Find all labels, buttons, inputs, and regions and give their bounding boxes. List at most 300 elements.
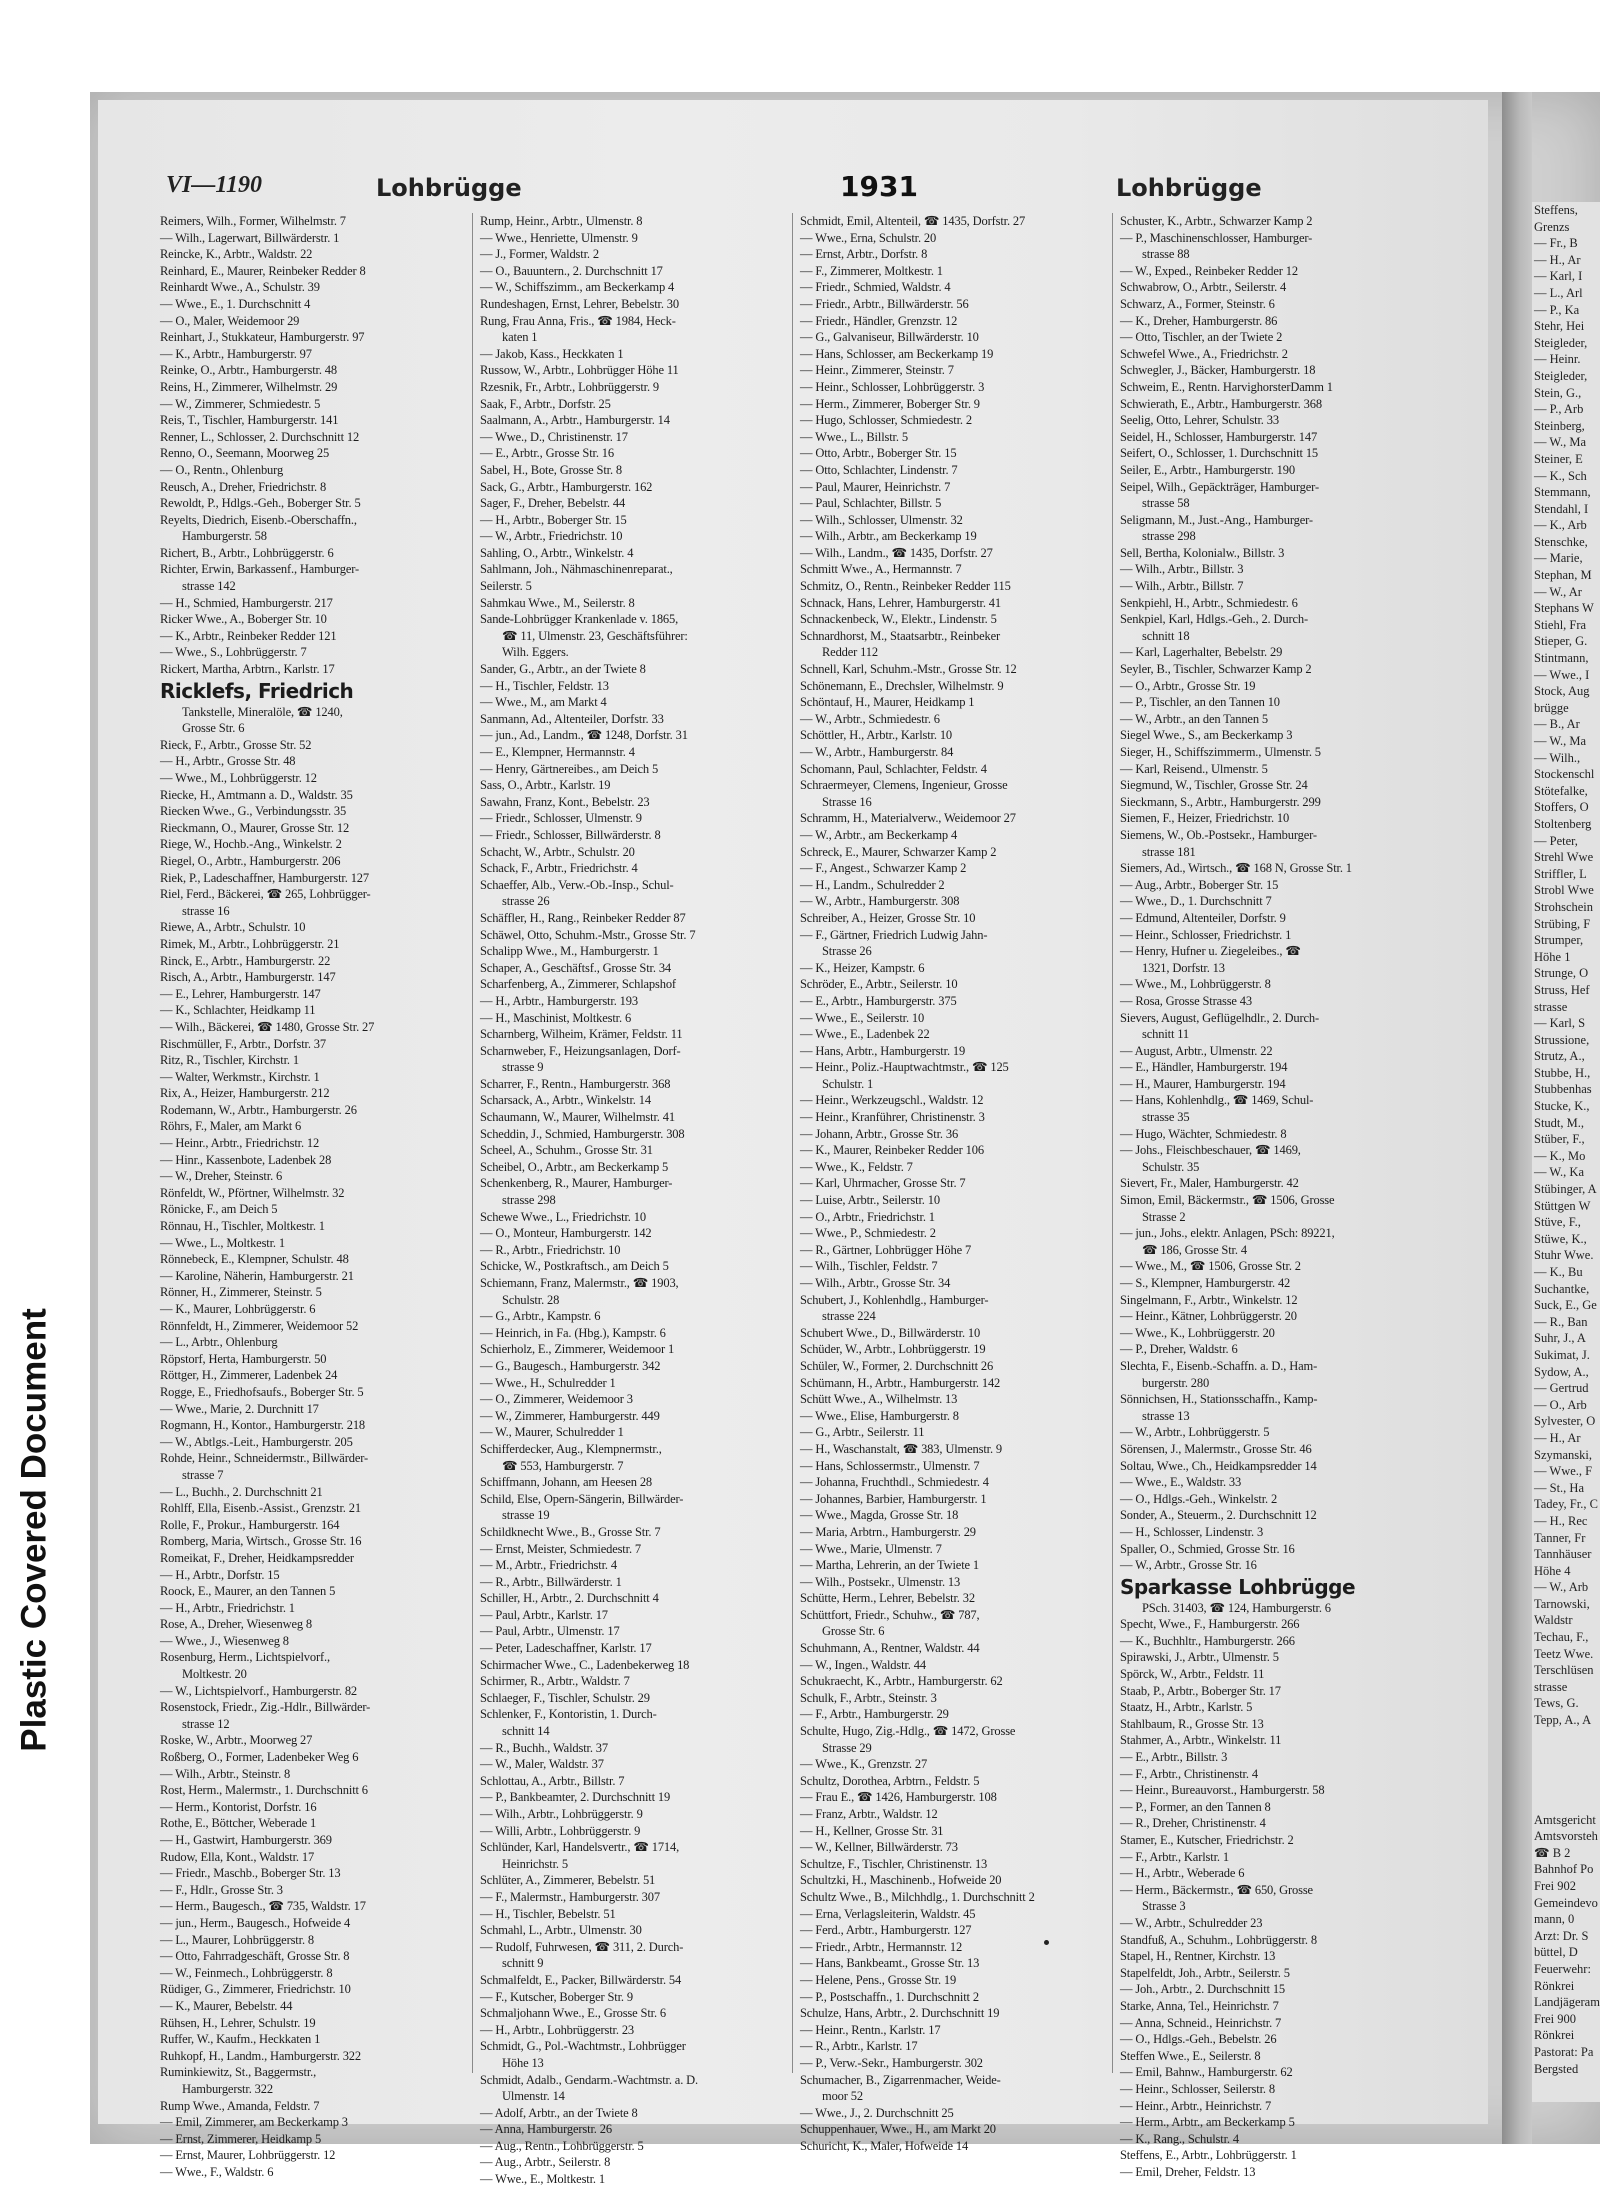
header-place-left: Lohbrügge (376, 174, 522, 202)
directory-entry: strasse 16 (182, 903, 230, 918)
directory-entry: PSch. 31403, ☎ 124, Hamburgerstr. 6 (1142, 1600, 1331, 1615)
directory-entry: — Otto, Schlachter, Lindenstr. 7 (800, 462, 958, 477)
directory-entry: Sander, G., Arbtr., an der Twiete 8 (480, 662, 646, 677)
directory-entry: Riegel, O., Arbtr., Hamburgerstr. 206 (160, 853, 341, 868)
facing-page-line: Strutz, A., (1534, 1049, 1585, 1064)
facing-page-line: — Fr., B (1534, 236, 1578, 251)
directory-entry: — F., Hdlr., Grosse Str. 3 (160, 1882, 283, 1897)
directory-entry: Schmidt, Adalb., Gendarm.-Wachtmstr. a. D. (480, 2072, 698, 2087)
directory-entry: — K., Maurer, Reinbeker Redder 106 (800, 1143, 984, 1158)
directory-entry: Schiffmann, Johann, am Heesen 28 (480, 1475, 653, 1490)
directory-entry: Seyler, B., Tischler, Schwarzer Kamp 2 (1120, 662, 1312, 677)
facing-page-line: — St., Ha (1534, 1480, 1584, 1495)
directory-entry: Schüttfort, Friedr., Schuhw., ☎ 787, (800, 1607, 980, 1622)
directory-entry: Schirmer, R., Arbtr., Waldstr. 7 (480, 1674, 630, 1689)
directory-entry: — W., Zimmerer, Hamburgerstr. 449 (480, 1408, 660, 1423)
directory-entry: — Wwe., K., Lohbrüggerstr. 20 (1120, 1325, 1275, 1340)
directory-entry: — Karl, Uhrmacher, Grosse Str. 7 (800, 1176, 966, 1191)
facing-page-line (1532, 1729, 1600, 1746)
directory-entry: — Wwe., M., Lohbrüggerstr. 8 (1120, 977, 1271, 992)
directory-entry: — Heinr., Schlosser, Seilerstr. 8 (1120, 2081, 1275, 2096)
directory-entry: Schuppenhauer, Wwe., H., am Markt 20 (800, 2122, 996, 2137)
directory-entry: Schulze, Hans, Arbtr., 2. Durchschnitt 19 (800, 2006, 1000, 2021)
directory-entry: — Wwe., K., Grenzstr. 27 (800, 1757, 928, 1772)
facing-page-line: ☎ B 2 (1534, 1845, 1571, 1860)
directory-entry: Staatz, H., Arbtr., Karlstr. 5 (1120, 1700, 1253, 1715)
directory-entry: — H., Gastwirt, Hamburgerstr. 369 (160, 1833, 332, 1847)
directory-entry: — Franz, Arbtr., Waldstr. 12 (800, 1807, 938, 1821)
directory-entry: — Wwe., H., Schulredder 1 (480, 1375, 616, 1390)
directory-entry: — Heinrich, in Fa. (Hbg.), Kampstr. 6 (480, 1325, 666, 1340)
directory-entry: Rump, Heinr., Arbtr., Ulmenstr. 8 (480, 214, 643, 228)
directory-entry: katen 1 (502, 330, 538, 345)
directory-entry: — Ernst, Arbtr., Dorfstr. 8 (800, 247, 928, 262)
facing-page-line: Tanner, Fr (1534, 1530, 1586, 1545)
directory-entry: Schäwel, Otto, Schuhm.-Mstr., Grosse Str. 7 (480, 927, 696, 942)
directory-entry: — Hans, Arbtr., Hamburgerstr. 19 (800, 1043, 966, 1058)
directory-column-2 (480, 213, 784, 2188)
facing-page-line: — R., Ban (1534, 1314, 1588, 1329)
facing-page-line: — W., Ma (1534, 734, 1587, 748)
directory-entry: Schulstr. 28 (502, 1292, 560, 1307)
directory-entry: Schröder, E., Arbtr., Seilerstr. 10 (800, 977, 958, 992)
directory-entry: Reyelts, Diedrich, Eisenb.-Oberschaffn., (160, 512, 357, 527)
facing-page-line: Steffens, (1534, 203, 1578, 217)
directory-entry: Renno, O., Seemann, Moorweg 25 (160, 446, 330, 461)
directory-entry: Rohlff, Ella, Eisenb.-Assist., Grenzstr. 21 (160, 1501, 361, 1516)
directory-entry: — Heinr., Poliz.-Hauptwachtmstr., ☎ 125 (800, 1060, 1009, 1075)
facing-page-line: Amtsgericht (1534, 1812, 1596, 1827)
directory-entry: Schüder, W., Arbtr., Lohbrüggerstr. 19 (800, 1342, 986, 1357)
directory-entry: — Karl, Reisend., Ulmenstr. 5 (1120, 761, 1268, 776)
directory-entry: Sass, O., Arbtr., Karlstr. 19 (480, 778, 611, 793)
directory-entry: Schierholz, E., Zimmerer, Weidemoor 1 (480, 1342, 675, 1357)
directory-entry: — S., Klempner, Hamburgerstr. 42 (1120, 1276, 1291, 1290)
directory-entry: burgerstr. 280 (1142, 1375, 1210, 1390)
directory-entry: Ruhkopf, H., Landm., Hamburgerstr. 322 (160, 2048, 361, 2063)
directory-columns (160, 213, 1500, 2187)
directory-entry: Schuster, K., Arbtr., Schwarzer Kamp 2 (1120, 214, 1313, 228)
directory-entry: — R., Buchh., Waldstr. 37 (480, 1740, 609, 1755)
facing-page-line: Stoltenberg (1534, 816, 1592, 831)
directory-entry: — Helene, Pens., Grosse Str. 19 (800, 1972, 957, 1987)
directory-entry: Schmidt, Emil, Altenteil, ☎ 1435, Dorfstr. 27 (800, 214, 1026, 228)
directory-entry: — Wwe., S., Lohbrüggerstr. 7 (160, 645, 307, 660)
facing-page-line: Stübinger, A (1534, 1182, 1597, 1197)
directory-entry: Specht, Wwe., F., Hamburgerstr. 266 (1120, 1617, 1300, 1632)
directory-entry: Schreck, E., Maurer, Schwarzer Kamp 2 (800, 844, 997, 859)
directory-entry: Rüdiger, G., Zimmerer, Friedrichstr. 10 (160, 1982, 351, 1997)
directory-entry: strasse 9 (502, 1060, 544, 1075)
facing-page-line: Sylvester, O (1534, 1414, 1596, 1429)
directory-entry: Rothe, E., Böttcher, Weberade 1 (160, 1816, 317, 1831)
directory-entry: — Friedr., Schlosser, Ulmenstr. 9 (480, 811, 642, 826)
header-place-right: Lohbrügge (1116, 174, 1262, 202)
directory-entry: — Heinr., Schlosser, Friedrichstr. 1 (1120, 927, 1292, 942)
directory-entry: — Paul, Schlachter, Billstr. 5 (800, 496, 942, 511)
directory-entry: — Hans, Kohlenhdlg., ☎ 1469, Schul- (1120, 1093, 1314, 1108)
directory-entry: Scharsack, A., Arbtr., Winkelstr. 14 (480, 1093, 651, 1108)
directory-entry: Ricker Wwe., A., Boberger Str. 10 (160, 612, 327, 627)
directory-entry: Schulte, Hugo, Zig.-Hdlg., ☎ 1472, Grosse (800, 1724, 1016, 1739)
facing-page-line: Stüttgen W (1534, 1198, 1591, 1213)
facing-page-line: Stephan, M (1534, 568, 1592, 583)
directory-entry: Schukraecht, K., Arbtr., Hamburgerstr. 62 (800, 1674, 1003, 1689)
directory-entry: Röhrs, F., Maler, am Markt 6 (160, 1119, 302, 1134)
facing-page-line: Steigleder, (1534, 335, 1588, 350)
facing-page-line: — H., Ar (1534, 1430, 1581, 1445)
directory-entry: Schmalfeldt, E., Packer, Billwärderstr. 54 (480, 1972, 682, 1987)
directory-entry: — Friedr., Arbtr., Billwärderstr. 56 (800, 296, 969, 311)
directory-entry: — H., Kellner, Grosse Str. 31 (800, 1823, 944, 1838)
directory-entry: Rickert, Martha, Arbtrn., Karlstr. 17 (160, 662, 335, 677)
directory-entry: Ricklefs, Friedrich (160, 678, 354, 703)
directory-entry: — Wwe., K., Feldstr. 7 (800, 1159, 913, 1174)
directory-entry: — Karl, Lagerhalter, Bebelstr. 29 (1120, 645, 1283, 660)
directory-entry: Roßberg, O., Former, Ladenbeker Weg 6 (160, 1750, 359, 1765)
facing-page-line: — W., Ma (1534, 435, 1587, 450)
directory-entry: — W., Arbtr., Lohbrüggerstr. 5 (1120, 1425, 1270, 1440)
directory-entry: Schmahl, L., Arbtr., Ulmenstr. 30 (480, 1923, 642, 1938)
column-rule (472, 213, 473, 2073)
directory-entry: ☎ 186, Grosse Str. 4 (1142, 1242, 1247, 1257)
directory-entry: — K., Dreher, Hamburgerstr. 86 (1120, 313, 1278, 328)
directory-entry: — Ernst, Zimmerer, Heidkamp 5 (160, 2131, 322, 2146)
directory-entry: — jun., Johs., elektr. Anlagen, PSch: 89221, (1120, 1226, 1335, 1241)
directory-entry: Ruffer, W., Kaufm., Heckkaten 1 (160, 2032, 321, 2047)
directory-entry: — W., Schiffszimm., am Beckerkamp 4 (480, 280, 675, 295)
directory-entry: Schubert Wwe., D., Billwärderstr. 10 (800, 1325, 981, 1340)
directory-entry: — G., Galvaniseur, Billwärderstr. 10 (800, 330, 979, 345)
directory-entry: — W., Arbtr., Hamburgerstr. 308 (800, 894, 960, 909)
facing-page-line: — Marie, (1534, 551, 1583, 566)
page-header (166, 170, 1496, 210)
directory-entry: Schuricht, K., Maler, Hofweide 14 (800, 2138, 969, 2153)
facing-page-line: Frei 902 (1534, 1878, 1577, 1893)
directory-entry: Schicke, W., Postkraftsch., am Deich 5 (480, 1259, 669, 1274)
directory-entry: — Wwe., M., Lohbrüggerstr. 12 (160, 771, 317, 785)
directory-column-3 (800, 213, 1104, 2154)
directory-entry: Rönnau, H., Tischler, Moltkestr. 1 (160, 1219, 325, 1234)
directory-entry: Schacht, W., Arbtr., Schulstr. 20 (480, 844, 635, 859)
directory-entry: — K., Rang., Schulstr. 4 (1120, 2131, 1239, 2146)
directory-entry: — P., Verw.-Sekr., Hamburgerstr. 302 (800, 2055, 983, 2070)
facing-page-line: Sukimat, J. (1534, 1347, 1590, 1362)
directory-entry: — P., Bankbeamter, 2. Durchschnitt 19 (480, 1790, 671, 1805)
directory-entry: Schwefel Wwe., A., Friedrichstr. 2 (1120, 346, 1288, 361)
facing-page-line: Arzt: Dr. S (1534, 1928, 1589, 1943)
directory-entry: Senkpiehl, H., Arbtr., Schmiedestr. 6 (1120, 595, 1298, 610)
directory-entry: — W., Arbtr., Grosse Str. 16 (1120, 1558, 1257, 1573)
directory-entry: — Frau E., ☎ 1426, Hamburgerstr. 108 (800, 1790, 997, 1805)
directory-entry: — P., Maschinenschlosser, Hamburger- (1120, 230, 1313, 245)
facing-page-line: Waldstr (1534, 1613, 1573, 1628)
directory-entry: 1321, Dorfstr. 13 (1142, 960, 1225, 975)
directory-entry: Riecken Wwe., G., Verbindungsstr. 35 (160, 804, 347, 819)
directory-entry: Röpstorf, Herta, Hamburgerstr. 50 (160, 1351, 327, 1366)
directory-entry: — Wwe., Erna, Schulstr. 20 (800, 230, 937, 245)
facing-page-line: — H., Ar (1534, 252, 1581, 267)
directory-entry: Rönicke, F., am Deich 5 (160, 1202, 278, 1217)
directory-entry: — Wilh., Bäckerei, ☎ 1480, Grosse Str. 27 (160, 1019, 375, 1034)
directory-entry: Sparkasse Lohbrügge (1120, 1574, 1356, 1599)
directory-entry: Strasse 16 (822, 794, 872, 809)
facing-page-line: — W., Arb (1534, 1580, 1589, 1595)
directory-entry: Schmaljohann Wwe., E., Grosse Str. 6 (480, 2006, 667, 2021)
facing-page-line: — W., Ka (1534, 1165, 1584, 1180)
directory-entry: Grosse Str. 6 (182, 721, 245, 736)
directory-entry: Stamer, E., Kutscher, Friedrichstr. 2 (1120, 1833, 1294, 1847)
directory-entry: Schulstr. 35 (1142, 1159, 1200, 1174)
directory-entry: Rix, A., Heizer, Hamburgerstr. 212 (160, 1086, 330, 1101)
directory-entry: — H., Schmied, Hamburgerstr. 217 (160, 595, 333, 610)
directory-entry: — F., Malermstr., Hamburgerstr. 307 (480, 1889, 660, 1904)
directory-entry: — O., Hdlgs.-Geh., Winkelstr. 2 (1120, 1491, 1278, 1506)
facing-page-line: Stiehl, Fra (1534, 617, 1587, 632)
facing-page-line: Tarnowski, (1534, 1596, 1590, 1611)
directory-entry: — H., Arbtr., Hamburgerstr. 193 (480, 993, 638, 1008)
facing-page-fragment (1532, 202, 1600, 2102)
directory-entry: Rogge, E., Friedhofsaufs., Boberger Str. 5 (160, 1384, 364, 1399)
directory-entry: — Wilh., Landm., ☎ 1435, Dorfstr. 27 (800, 545, 993, 560)
directory-entry: — P., Dreher, Waldstr. 6 (1120, 1342, 1238, 1357)
directory-entry: Grosse Str. 6 (822, 1624, 885, 1639)
directory-entry: — Hans, Schlossermstr., Ulmenstr. 7 (800, 1458, 980, 1473)
directory-entry: Reimers, Wilh., Former, Wilhelmstr. 7 (160, 214, 346, 228)
column-rule (792, 213, 793, 2073)
facing-page-line (1532, 1795, 1600, 1812)
directory-entry: Schwabrow, O., Arbtr., Seilerstr. 4 (1120, 280, 1287, 295)
directory-entry: Schomann, Paul, Schlachter, Feldstr. 4 (800, 761, 987, 776)
directory-entry: Sieckmann, S., Arbtr., Hamburgerstr. 299 (1120, 794, 1321, 809)
directory-entry: Schild, Else, Opern-Sängerin, Billwärder- (480, 1491, 684, 1506)
directory-entry: — Wwe., Elise, Hamburgerstr. 8 (800, 1408, 959, 1423)
directory-entry: — Henry, Gärtnereibes., am Deich 5 (480, 761, 659, 776)
directory-entry: Schiller, H., Arbtr., 2. Durchschnitt 4 (480, 1591, 659, 1606)
directory-entry: Sievers, August, Geflügelhdlr., 2. Durch- (1120, 1010, 1320, 1025)
directory-entry: — E., Klempner, Hermannstr. 4 (480, 745, 635, 759)
directory-entry: Moltkestr. 20 (182, 1667, 247, 1682)
header-year: 1931 (840, 170, 918, 203)
directory-entry: — Ernst, Meister, Schmiedestr. 7 (480, 1541, 641, 1556)
facing-page-line: Tadey, Fr., C (1534, 1497, 1598, 1512)
page-dot (1044, 1940, 1049, 1945)
directory-entry: Schwierath, E., Arbtr., Hamburgerstr. 368 (1120, 396, 1322, 411)
facing-page-line: Studt, M., (1534, 1115, 1585, 1130)
directory-entry: Scheel, A., Schuhm., Grosse Str. 31 (480, 1143, 653, 1158)
directory-entry: Stahmer, A., Arbtr., Winkelstr. 11 (1120, 1733, 1282, 1748)
directory-entry: — Herm., Baugesch., ☎ 735, Waldstr. 17 (160, 1899, 366, 1914)
directory-entry: Schultz Wwe., B., Milchhdlg., 1. Durchschnitt 2 (800, 1889, 1035, 1904)
directory-entry: Staab, P., Arbtr., Boberger Str. 17 (1120, 1683, 1281, 1698)
directory-entry: strasse 12 (182, 1716, 230, 1731)
directory-entry: — F., Arbtr., Hamburgerstr. 29 (800, 1707, 949, 1722)
directory-entry: — Friedr., Schmied, Waldstr. 4 (800, 280, 951, 295)
directory-entry: Riecke, H., Amtmann a. D., Waldstr. 35 (160, 787, 353, 802)
directory-entry: Rühsen, H., Lehrer, Schulstr. 19 (160, 2015, 316, 2030)
directory-entry: schnitt 9 (502, 1956, 544, 1971)
directory-entry: — K., Maurer, Lohbrüggerstr. 6 (160, 1302, 316, 1316)
directory-entry: — K., Heizer, Kampstr. 6 (800, 960, 925, 975)
directory-entry: — F., Angest., Schwarzer Kamp 2 (800, 861, 967, 876)
plastic-covered-text: Plastic Covered Document (15, 1308, 54, 1752)
facing-page-line: Stehr, Hei (1534, 319, 1585, 334)
directory-entry: — O., Hdlgs.-Geh., Bebelstr. 26 (1120, 2032, 1277, 2047)
directory-entry: Schifferdecker, Aug., Klempnermstr., (480, 1441, 662, 1456)
directory-entry: Reusch, A., Dreher, Friedrichstr. 8 (160, 479, 327, 494)
directory-entry: — Paul, Maurer, Heinrichstr. 7 (800, 479, 951, 494)
directory-entry: — Wwe., E., Waldstr. 33 (1120, 1475, 1242, 1490)
directory-entry: Rudow, Ella, Kont., Waldstr. 17 (160, 1849, 315, 1864)
facing-page-line: — Wwe., I (1534, 667, 1590, 682)
directory-entry: Strasse 2 (1142, 1209, 1186, 1224)
facing-page-line: Stendahl, I (1534, 501, 1589, 516)
directory-entry: — Herm., Kontorist, Dorfstr. 16 (160, 1799, 317, 1814)
facing-page-line: Stuhr Wwe. (1534, 1248, 1594, 1263)
directory-entry: Schaper, A., Geschäftsf., Grosse Str. 34 (480, 960, 672, 975)
directory-entry: — Wilh., Lagerwart, Billwärderstr. 1 (160, 230, 340, 245)
directory-entry: Schüler, W., Former, 2. Durchschnitt 26 (800, 1358, 994, 1373)
directory-entry: — H., Arbtr., Weberade 6 (1120, 1866, 1245, 1881)
directory-entry: — H., Arbtr., Friedrichstr. 1 (160, 1600, 295, 1615)
directory-entry: Stahlbaum, R., Grosse Str. 13 (1120, 1716, 1264, 1731)
scanned-sheet (90, 92, 1600, 2187)
directory-entry: Schwegler, J., Bäcker, Hamburgerstr. 18 (1120, 363, 1316, 378)
directory-entry: — W., Arbtr., an den Tannen 5 (1120, 711, 1269, 726)
directory-entry: Schuhmann, A., Rentner, Waldstr. 44 (800, 1641, 980, 1656)
directory-entry: Schmidt, G., Pol.-Wachtmstr., Lohbrügger (480, 2039, 686, 2054)
directory-entry: Stapel, H., Rentner, Kirchstr. 13 (1120, 1949, 1276, 1964)
directory-entry: — Heinr., Arbtr., Heinrichstr. 7 (1120, 2098, 1272, 2113)
directory-entry: Schultzki, H., Maschinenb., Hofweide 20 (800, 1873, 1002, 1888)
directory-entry: Strasse 26 (822, 944, 872, 959)
directory-entry: — H., Waschanstalt, ☎ 383, Ulmenstr. 9 (800, 1441, 1003, 1456)
facing-page-line: Strussione, (1534, 1032, 1590, 1047)
directory-entry: Schäffler, H., Rang., Reinbeker Redder 87 (480, 910, 686, 925)
directory-entry: — Emil, Dreher, Feldstr. 13 (1120, 2164, 1256, 2179)
directory-entry: — Hugo, Wächter, Schmiedestr. 8 (1120, 1126, 1287, 1141)
directory-entry: — Otto, Tischler, an der Twiete 2 (1120, 330, 1283, 345)
directory-entry: — W., Arbtr., Hamburgerstr. 84 (800, 745, 954, 759)
directory-entry: — W., Arbtr., Schmiedestr. 6 (800, 711, 940, 726)
directory-entry: — Wwe., E., Ladenbek 22 (800, 1027, 930, 1042)
facing-page-line: Strübing, F (1534, 916, 1591, 931)
directory-entry: Riel, Ferd., Bäckerei, ☎ 265, Lohbrügger- (160, 887, 371, 902)
facing-page-line: Strohschein (1534, 899, 1594, 914)
facing-page-line: Amtsvorsteh (1534, 1829, 1598, 1844)
directory-entry: Schweim, E., Rentn. HarvighorsterDamm 1 (1120, 379, 1333, 394)
directory-entry: — G., Arbtr., Kampstr. 6 (480, 1309, 601, 1324)
directory-entry: ☎ 553, Hamburgerstr. 7 (502, 1458, 624, 1473)
directory-entry: Scharnweber, F., Heizungsanlagen, Dorf- (480, 1043, 681, 1058)
directory-entry: Spirawski, J., Arbtr., Ulmenstr. 5 (1120, 1650, 1279, 1665)
directory-entry: — O., Arbtr., Friedrichstr. 1 (800, 1209, 935, 1224)
directory-entry: — Martha, Lehrerin, an der Twiete 1 (800, 1558, 979, 1573)
page-number: VI—1190 (166, 172, 263, 198)
directory-entry: Schütte, Herm., Lehrer, Bebelstr. 32 (800, 1591, 975, 1606)
directory-entry: Redder 112 (822, 645, 879, 660)
facing-page-line: Stephans W (1534, 601, 1594, 616)
directory-entry: Rönner, H., Zimmerer, Steinstr. 5 (160, 1285, 322, 1300)
directory-entry: — Wilh., Arbtr., Billstr. 3 (1120, 562, 1244, 577)
directory-entry: — Friedr., Arbtr., Hermannstr. 12 (800, 1939, 963, 1954)
directory-entry: — Wwe., M., am Markt 4 (480, 695, 607, 710)
directory-entry: — Hans, Schlosser, am Beckerkamp 19 (800, 346, 994, 361)
directory-entry: — E., Arbtr., Billstr. 3 (1120, 1750, 1228, 1765)
facing-page-line: Stieper, G. (1534, 634, 1588, 649)
directory-entry: — Wilh., Arbtr., Steinstr. 8 (160, 1766, 291, 1781)
directory-entry: Sahmkau Wwe., M., Seilerstr. 8 (480, 595, 635, 610)
directory-entry: Sawahn, Franz, Kont., Bebelstr. 23 (480, 794, 650, 809)
directory-entry: Riewe, A., Arbtr., Schulstr. 10 (160, 920, 306, 935)
directory-entry: — Peter, Ladeschaffner, Karlstr. 17 (480, 1641, 652, 1656)
directory-entry: Sahling, O., Arbtr., Winkelstr. 4 (480, 545, 634, 560)
facing-page-line: Höhe 1 (1534, 949, 1571, 964)
directory-entry: — W., Abtlgs.-Leit., Hamburgerstr. 205 (160, 1434, 353, 1449)
directory-entry: Sanmann, Ad., Altenteiler, Dorfstr. 33 (480, 711, 664, 726)
directory-entry: — O., Maler, Weidemoor 29 (160, 313, 300, 328)
directory-entry: Tankstelle, Mineralöle, ☎ 1240, (182, 704, 343, 719)
directory-entry: — Wwe., E., Seilerstr. 10 (800, 1010, 925, 1025)
directory-entry: — H., Arbtr., Lohbrüggerstr. 23 (480, 2022, 635, 2037)
directory-entry: Schmitz, O., Rentn., Reinbeker Redder 115 (800, 579, 1011, 594)
directory-entry: — F., Kutscher, Boberger Str. 9 (480, 1989, 633, 2004)
directory-entry: — Hans, Bankbeamt., Grosse Str. 13 (800, 1956, 980, 1971)
directory-entry: — G., Baugesch., Hamburgerstr. 342 (480, 1358, 661, 1373)
directory-entry: — Heinr., Kranführer, Christinenstr. 3 (800, 1110, 985, 1125)
directory-entry: — Wwe., Marie, Ulmenstr. 7 (800, 1541, 942, 1556)
plastic-covered-label (14, 1270, 56, 1790)
facing-page-line: — B., Ar (1534, 717, 1580, 732)
directory-entry: — Heinr., Werkzeugschl., Waldstr. 12 (800, 1093, 984, 1108)
directory-entry: Ritz, R., Tischler, Kirchstr. 1 (160, 1053, 299, 1068)
facing-page-line: Stötefalke, (1534, 783, 1588, 798)
facing-page-line: Teetz Wwe. (1534, 1646, 1594, 1661)
directory-entry: Schlünder, Karl, Handelsvertr., ☎ 1714, (480, 1840, 680, 1855)
directory-entry: — H., Arbtr., Boberger Str. 15 (480, 512, 627, 527)
directory-entry: — Paul, Arbtr., Ulmenstr. 17 (480, 1624, 620, 1639)
directory-entry: — Henry, Hufner u. Ziegeleibes., ☎ (1120, 944, 1301, 959)
directory-entry: — Wwe., L., Moltkestr. 1 (160, 1235, 285, 1250)
directory-entry: Russow, W., Arbtr., Lohbrügger Höhe 11 (480, 363, 679, 378)
facing-page-line: Stüber, F., (1534, 1132, 1585, 1147)
directory-entry: Schaeffer, Alb., Verw.-Ob.-Insp., Schul- (480, 877, 674, 892)
directory-entry: Saak, F., Arbtr., Dorfstr. 25 (480, 396, 611, 411)
directory-entry: — Friedr., Schlosser, Billwärderstr. 8 (480, 827, 661, 842)
facing-page-line: Tepp, A., A (1534, 1713, 1592, 1728)
directory-entry: Ulmenstr. 14 (502, 2089, 565, 2104)
facing-page-line: Struss, Hef (1534, 982, 1590, 997)
directory-entry: — W., Zimmerer, Schmiedestr. 5 (160, 396, 321, 411)
facing-page-line: Techau, F., (1534, 1630, 1589, 1645)
directory-entry: Rinck, E., Arbtr., Hamburgerstr. 22 (160, 953, 331, 968)
directory-entry: Singelmann, F., Arbtr., Winkelstr. 12 (1120, 1292, 1298, 1307)
directory-entry: — O., Rentn., Ohlenburg (160, 462, 284, 477)
directory-entry: — Anna, Schneid., Heinrichstr. 7 (1120, 2015, 1282, 2030)
facing-page-line: — H., Rec (1534, 1513, 1588, 1528)
directory-entry: Standfuß, A., Schuhm., Lohbrüggerstr. 8 (1120, 1932, 1317, 1947)
directory-entry: — E., Lehrer, Hamburgerstr. 147 (160, 986, 321, 1001)
directory-entry: Höhe 13 (502, 2055, 544, 2070)
directory-entry: Sack, G., Arbtr., Hamburgerstr. 162 (480, 479, 653, 494)
directory-entry: Romberg, Maria, Wirtsch., Grosse Str. 16 (160, 1534, 362, 1549)
facing-page-line: Frei 900 (1534, 2011, 1577, 2026)
directory-entry: Schöttler, H., Arbtr., Karlstr. 10 (800, 728, 953, 743)
directory-entry: — Otto, Fahrradgeschäft, Grosse Str. 8 (160, 1949, 350, 1964)
directory-entry: Reinhard, E., Maurer, Reinbeker Redder 8 (160, 263, 366, 278)
directory-entry: — Wwe., M., ☎ 1506, Grosse Str. 2 (1120, 1259, 1301, 1274)
directory-entry: — K., Schlachter, Heidkamp 11 (160, 1003, 316, 1018)
